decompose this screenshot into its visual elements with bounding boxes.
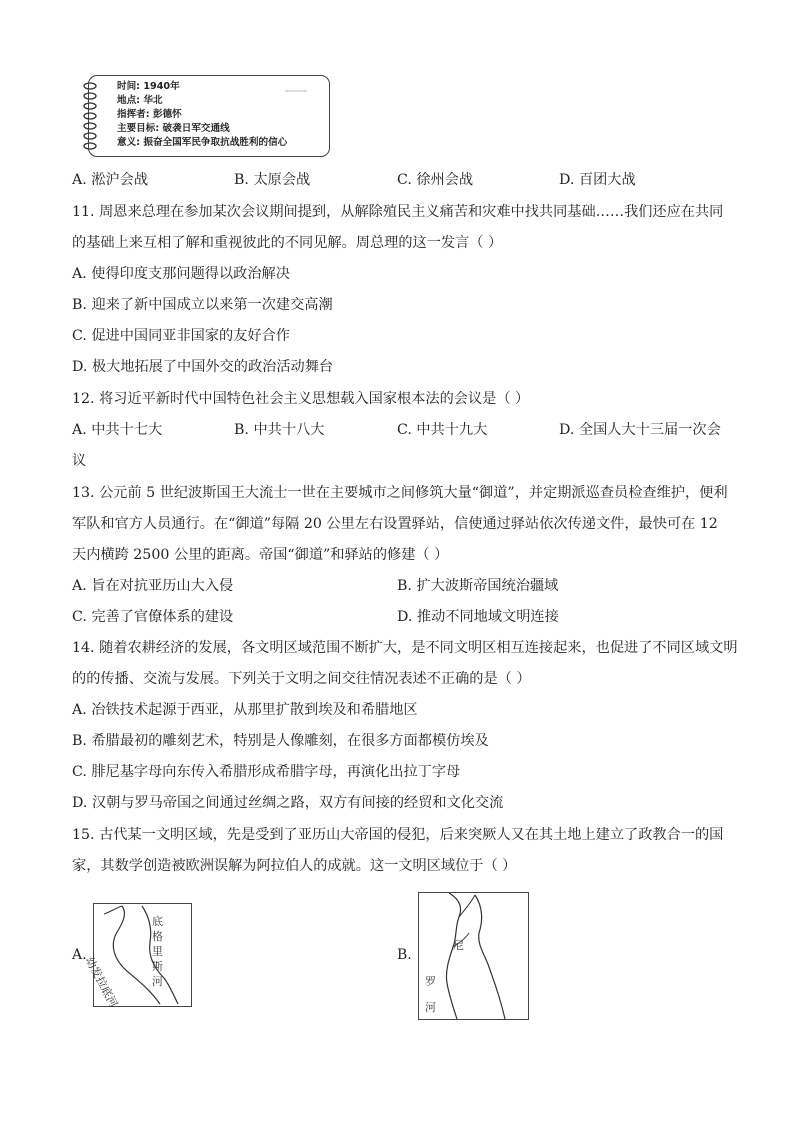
q14-option-d[interactable]: D. 汉朝与罗马帝国之间通过丝绸之路，双方有间接的经贸和文化交流 xyxy=(72,795,504,811)
card-place: 地点: 华北 xyxy=(117,95,163,106)
q11-option-d[interactable]: D. 极大地拓展了中国外交的政治活动舞台 xyxy=(72,359,334,375)
q10-option-a[interactable]: A. 淞沪会战 xyxy=(72,172,149,188)
spiral-binding-icon xyxy=(82,81,98,151)
q13-stem-line-2: 军队和官方人员通行。在“御道”每隔 20 公里左右设置驿站，信使通过驿站依次传递文件，最快可在 12 xyxy=(72,516,718,532)
card-commander: 指挥者: 彭德怀 xyxy=(117,109,182,120)
q13-stem-line-3: 天内横跨 2500 公里的距离。帝国“御道”和驿站的修建（ ） xyxy=(72,547,449,563)
q14-option-c[interactable]: C. 腓尼基字母向东传入希腊形成希腊字母，再演化出拉丁字母 xyxy=(72,764,461,780)
q13-option-b[interactable]: B. 扩大波斯帝国统治疆域 xyxy=(397,578,559,594)
map-b-label[interactable]: B. xyxy=(397,947,412,963)
q12-option-d[interactable]: D. 全国人大十三届一次会 xyxy=(559,422,721,438)
map-a-label[interactable]: A. xyxy=(72,947,87,963)
q14-stem-line-1: 14. 随着农耕经济的发展，各文明区域范围不断扩大，是不同文明区相互连接起来，也促进了不同区域文明 xyxy=(72,640,738,656)
q12-option-b[interactable]: B. 中共十八大 xyxy=(234,422,325,438)
q10-option-d[interactable]: D. 百团大战 xyxy=(559,172,636,188)
q11-stem-line-2: 的基础上来互相了解和重视彼此的不同见解。周总理的这一发言（ ） xyxy=(72,235,503,251)
tigris-label: 底 格 里 斯 河 xyxy=(152,915,163,988)
q13-option-a[interactable]: A. 旨在对抗亚历山大入侵 xyxy=(72,578,234,594)
q11-stem-line-1: 11. 周恩来总理在参加某次会议期间提到，从解除殖民主义痛苦和灾难中找共同基础……我们还应在共同 xyxy=(72,204,724,220)
q15-stem-line-1: 15. 古代某一文明区域，先是受到了亚历山大帝国的侵犯，后来突厥人又在其土地上建立了政教合一的国 xyxy=(72,827,724,843)
q12-option-c[interactable]: C. 中共十九大 xyxy=(397,422,488,438)
q11-option-a[interactable]: A. 使得印度支那问题得以政治解决 xyxy=(72,266,290,282)
notecard-text xyxy=(117,80,287,150)
nile-char-1: 尼 xyxy=(453,939,464,952)
q11-option-b[interactable]: B. 迎来了新中国成立以来第一次建交高潮 xyxy=(72,297,333,313)
q10-option-b[interactable]: B. 太原会战 xyxy=(234,172,311,188)
faint-mark xyxy=(285,90,307,92)
q13-option-d[interactable]: D. 推动不同地域文明连接 xyxy=(397,609,559,625)
q10-option-c[interactable]: C. 徐州会战 xyxy=(397,172,474,188)
q14-option-b[interactable]: B. 希腊最初的雕刻艺术，特别是人像雕刻，在很多方面都模仿埃及 xyxy=(72,733,489,749)
notecard xyxy=(88,75,330,157)
card-goal: 主要目标: 破袭日军交通线 xyxy=(117,123,230,134)
q14-stem-line-2: 的的传播、交流与发展。下列关于文明之间交往情况表述不正确的是（ ） xyxy=(72,671,531,687)
q14-option-a[interactable]: A. 冶铁技术起源于西亚，从那里扩散到埃及和希腊地区 xyxy=(72,702,418,718)
card-meaning: 意义: 振奋全国军民争取抗战胜利的信心 xyxy=(117,137,288,148)
q15-stem-line-2: 家，其数学创造被欧洲误解为阿拉伯人的成就。这一文明区域位于（ ） xyxy=(72,858,517,874)
q11-option-c[interactable]: C. 促进中国同亚非国家的友好合作 xyxy=(72,328,290,344)
map-b[interactable] xyxy=(418,892,529,1020)
q12-option-d-wrap[interactable]: 议 xyxy=(72,453,87,469)
q12-option-a[interactable]: A. 中共十七大 xyxy=(72,422,163,438)
q13-option-c[interactable]: C. 完善了官僚体系的建设 xyxy=(72,609,234,625)
nile-char-2: 罗 xyxy=(425,975,436,988)
map-a[interactable] xyxy=(82,903,192,1010)
q12-stem: 12. 将习近平新时代中国特色社会主义思想载入国家根本法的会议是（ ） xyxy=(72,391,530,407)
nile-char-3: 河 xyxy=(425,1001,436,1014)
q13-stem-line-1: 13. 公元前 5 世纪波斯国王大流士一世在主要城市之间修筑大量“御道”，并定期派巡查员检查维护，便利 xyxy=(72,485,728,501)
card-time: 时间: 1940年 xyxy=(117,81,180,92)
euphrates-label: 幼发拉底河 xyxy=(82,954,121,1010)
